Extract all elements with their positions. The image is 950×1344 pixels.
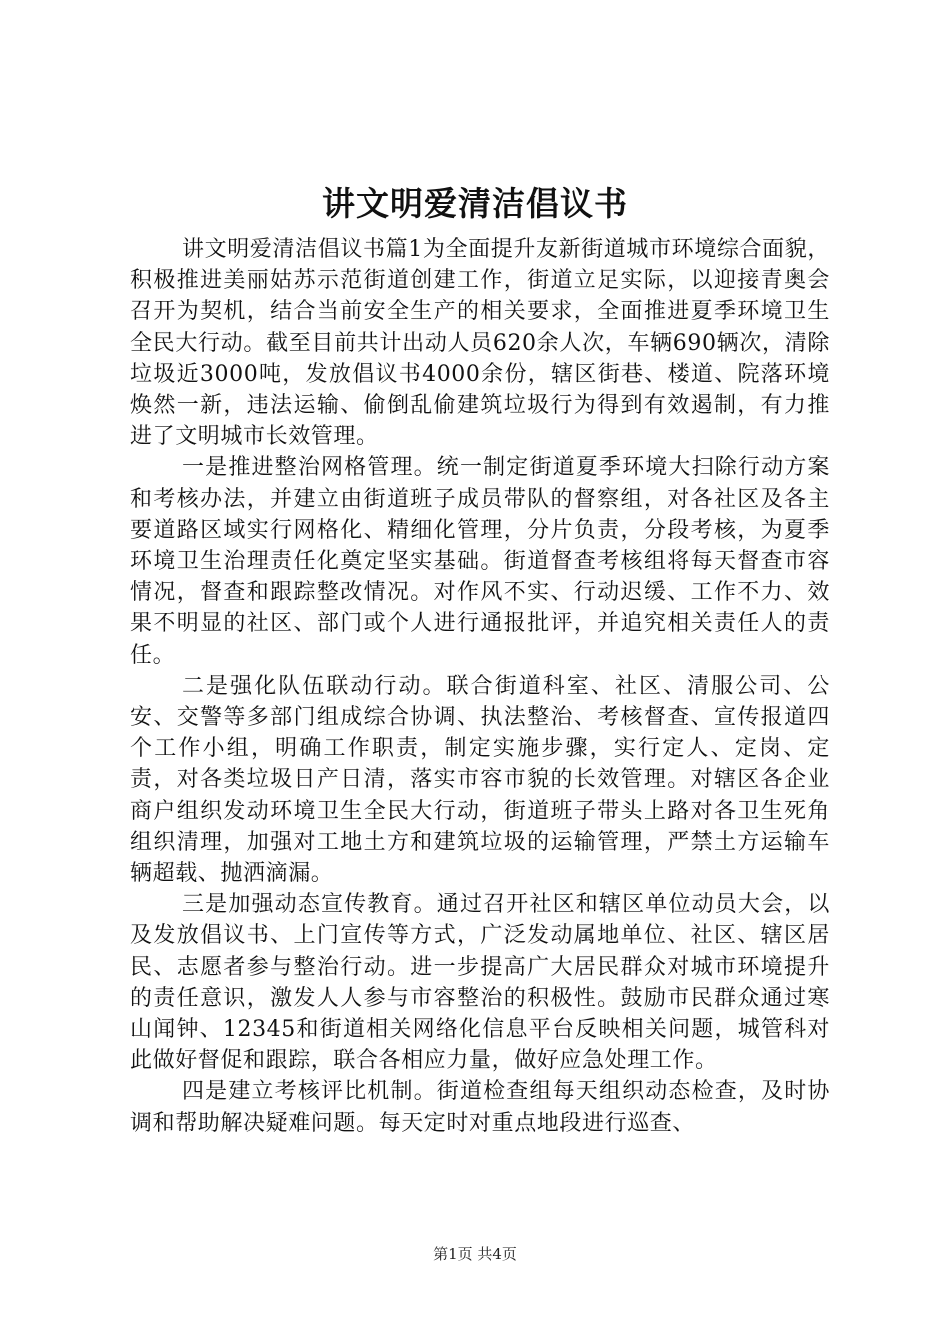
paragraph-publicity: 三是加强动态宣传教育。通过召开社区和辖区单位动员大会，以及发放倡议书、上门宣传等方式，广泛发动属地单位、社区、辖区居民、志愿者参与整治行动。进一步提高广大居民群众对城市环境提升的责任意识，激发人人参与市容整治的积极性。鼓励市民群众通过寒山闻钟、12345和街道相关网络化信息平台反映相关问题，城管科对此做好督促和跟踪，联合各相应力量，做好应急处理工作。 [130,892,830,1074]
document-title: 讲文明爱清洁倡议书 [322,184,628,223]
paragraph-grid-management: 一是推进整治网格管理。统一制定街道夏季环境大扫除行动方案和考核办法，并建立由街道班子成员带队的督察组，对各社区及各主要道路区域实行网格化、精细化管理，分片负责，分段考核，为夏季环境卫生治理责任化奠定坚实基础。街道督查考核组将每天督查市容情况，督查和跟踪整改情况。对作风不实、行动迟缓、工作不力、效果不明显的社区、部门或个人进行通报批评，并追究相关责任人的责任。 [130,455,830,668]
paragraph-team-action: 二是强化队伍联动行动。联合街道科室、社区、清服公司、公安、交警等多部门组成综合协调、执法整治、考核督查、宣传报道四个工作小组，明确工作职责，制定实施步骤，实行定人、定岗、定责，对各类垃圾日产日清，落实市容市貌的长效管理。对辖区各企业商户组织发动环境卫生全民大行动，街道班子带头上路对各卫生死角组织清理，加强对工地土方和建筑垃圾的运输管理，严禁土方运输车辆超载、抛洒滴漏。 [130,673,830,887]
page-number-footer: 第1页 共4页 [433,1245,517,1263]
document-body [130,234,830,1139]
paragraph-intro: 讲文明爱清洁倡议书篇1为全面提升友新街道城市环境综合面貌，积极推进美丽姑苏示范街道创建工作，街道立足实际，以迎接青奥会召开为契机，结合当前安全生产的相关要求，全面推进夏季环境卫生全民大行动。截至目前共计出动人员620余人次，车辆690辆次，清除垃圾近3000吨，发放倡议书4000余份，辖区街巷、楼道、院落环境焕然一新，违法运输、偷倒乱偷建筑垃圾行为得到有效遏制，有力推进了文明城市长效管理。 [130,237,830,450]
paragraph-assessment: 四是建立考核评比机制。街道检查组每天组织动态检查，及时协调和帮助解决疑难问题。每天定时对重点地段进行巡查、 [130,1079,830,1136]
